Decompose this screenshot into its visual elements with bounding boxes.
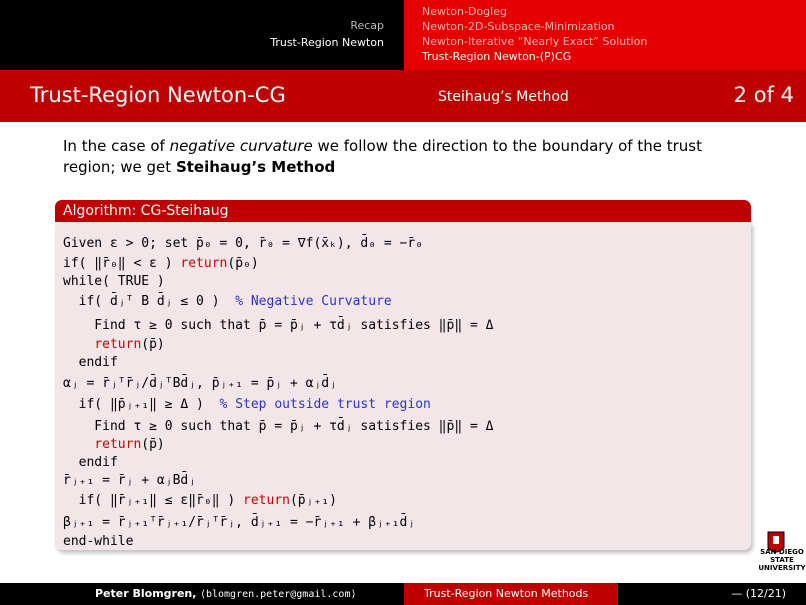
logo-text: SAN DIEGO STATE UNIVERSITY (758, 548, 806, 572)
algo-line-5: Find τ ≥ 0 such that p̄ = p̄ⱼ + τd̄ⱼ satisfies ‖p̄‖ = Δ (63, 318, 494, 333)
algo-line-8: αⱼ = r̄ⱼᵀr̄ⱼ/d̄ⱼᵀBd̄ⱼ, p̄ⱼ₊₁ = p̄ⱼ + αⱼd̄ⱼ (63, 376, 337, 391)
nav-subsection-2d-subspace[interactable]: Newton-2D-Subspace-Minimization (422, 20, 615, 33)
footer-title-box (404, 583, 618, 605)
algo-line-6: return(p̄) (94, 337, 165, 352)
algo-line-4: if( d̄ⱼᵀ B d̄ⱼ ≤ 0 ) % Negative Curvature (63, 294, 392, 309)
algo-line-16: end-while (63, 534, 134, 549)
section-nav (0, 0, 404, 70)
algo-line-3: while( TRUE ) (63, 274, 165, 289)
algo-line-9: if( ‖p̄ⱼ₊₁‖ ≥ Δ ) % Step outside trust region (63, 397, 431, 412)
algo-line-12: endif (63, 455, 118, 470)
algorithm-block-header (55, 200, 751, 222)
nav-subsection-nearly-exact[interactable]: Newton-Iterative “Nearly Exact” Solution (422, 35, 648, 48)
algo-line-2: if( ‖r̄₀‖ < ε ) return(p̄₀) (63, 256, 259, 271)
algo-line-14: if( ‖r̄ⱼ₊₁‖ ≤ ε‖r̄₀‖ ) return(p̄ⱼ₊₁) (63, 493, 337, 508)
slide-title: Trust-Region Newton-CG (30, 83, 286, 107)
algo-line-1: Given ε > 0; set p̄₀ = 0, r̄₀ = ∇f(x̄ₖ), d̄₀ = −r̄₀ (63, 236, 424, 251)
footer-author-name: Peter Blomgren, (95, 587, 197, 600)
intro-text-2: we follow the direction to the boundary of the trust region; we get (63, 137, 702, 176)
algo-line-10: Find τ ≥ 0 such that p̄ = p̄ⱼ + τd̄ⱼ satisfies ‖p̄‖ = Δ (63, 419, 494, 434)
intro-text-1: In the case of (63, 137, 170, 155)
nav-section-recap[interactable]: Recap (350, 19, 384, 32)
footer-author (95, 587, 357, 600)
nav-subsection-newton-pcg[interactable]: Trust-Region Newton-(P)CG (422, 50, 572, 63)
algorithm-title: Algorithm: CG-Steihaug (63, 203, 229, 219)
slide-subtitle: Steihaug’s Method (438, 89, 569, 105)
intro-paragraph (63, 136, 753, 178)
algo-line-7: endif (63, 355, 118, 370)
nav-section-trust-region-newton[interactable]: Trust-Region Newton (270, 36, 384, 49)
top-navigation-bar (0, 0, 806, 70)
slide-counter: 2 of 4 (733, 83, 794, 107)
footer-page-number: — (12/21) (731, 587, 786, 600)
intro-emphasis: negative curvature (169, 137, 313, 155)
algo-line-13: r̄ⱼ₊₁ = r̄ⱼ + αⱼBd̄ⱼ (63, 473, 197, 488)
algo-line-15: βⱼ₊₁ = r̄ⱼ₊₁ᵀr̄ⱼ₊₁/r̄ⱼᵀr̄ⱼ, d̄ⱼ₊₁ = −r̄ⱼ₊₁ + βⱼ₊₁d̄ⱼ (63, 515, 416, 530)
slide-title-bar (0, 70, 806, 122)
footer-title: Trust-Region Newton Methods (424, 587, 589, 600)
intro-bold: Steihaug’s Method (175, 158, 336, 176)
algo-line-11: return(p̄) (94, 437, 165, 452)
footer-bar (0, 583, 806, 605)
footer-email[interactable]: ⟨blomgren.peter@gmail.com⟩ (199, 589, 357, 600)
subsection-nav (404, 0, 806, 70)
nav-subsection-newton-dogleg[interactable]: Newton-Dogleg (422, 5, 507, 18)
